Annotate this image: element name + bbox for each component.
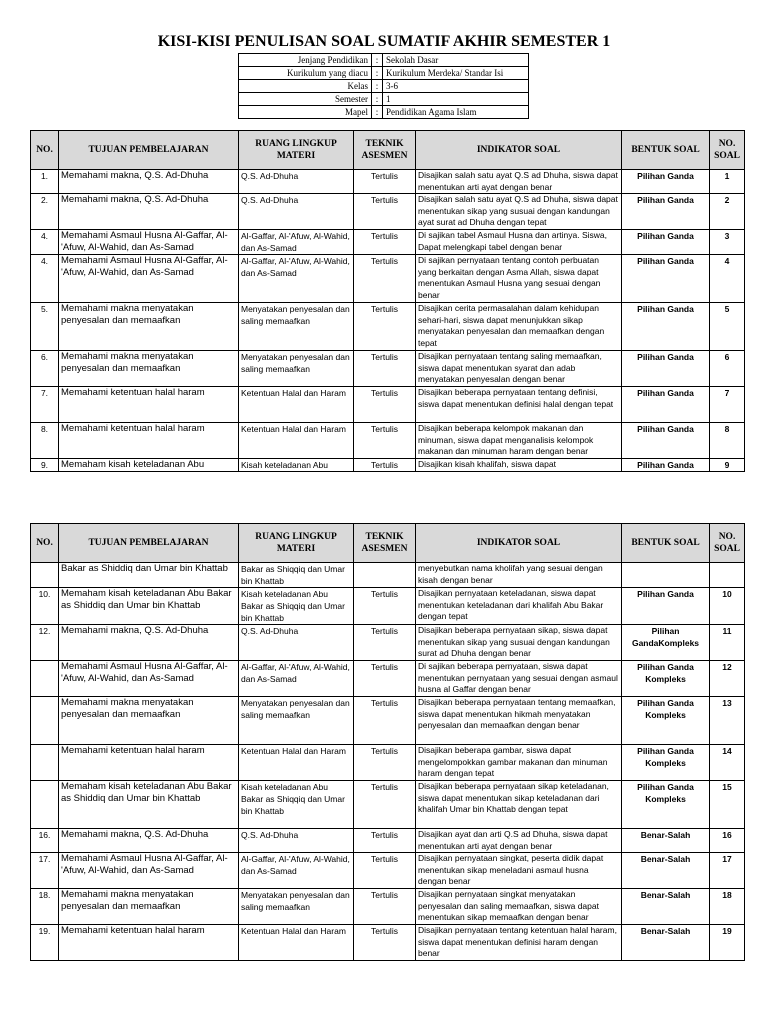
cell-ruang-lingkup: Kisah keteladanan Abu	[239, 459, 354, 472]
cell-bentuk-soal: Benar-Salah	[622, 829, 710, 853]
cell-bentuk-soal: Pilihan Ganda	[622, 423, 710, 459]
cell-no: 9.	[31, 459, 59, 472]
header-indikator: INDIKATOR SOAL	[416, 131, 622, 170]
table-row	[31, 853, 745, 889]
cell-no: 12.	[31, 625, 59, 661]
kisi-kisi-table-1	[30, 130, 745, 472]
cell-indikator: Disajikan beberapa kelompok makanan dan minuman, siswa dapat menganalisis kelompok makanan dan minuman haram dengan benar	[416, 423, 622, 459]
info-row	[239, 80, 529, 93]
cell-tujuan: Memaham kisah keteladanan Abu	[59, 459, 239, 472]
cell-no: 1.	[31, 170, 59, 194]
cell-tujuan: Bakar as Shiddiq dan Umar bin Khattab	[59, 563, 239, 588]
cell-teknik: Tertulis	[354, 423, 416, 459]
cell-no-soal: 4	[710, 255, 745, 303]
cell-no-soal: 2	[710, 194, 745, 230]
cell-teknik: Tertulis	[354, 387, 416, 423]
info-label: Kelas	[239, 80, 372, 93]
cell-no	[31, 563, 59, 588]
table-row	[31, 387, 745, 423]
cell-no: 16.	[31, 829, 59, 853]
cell-ruang-lingkup: Ketentuan Halal dan Haram	[239, 925, 354, 961]
cell-bentuk-soal: Benar-Salah	[622, 925, 710, 961]
cell-tujuan: Memahami Asmaul Husna Al-Gaffar, Al-'Afuw, Al-Wahid, dan As-Samad	[59, 230, 239, 255]
table-row	[31, 303, 745, 351]
info-value: Pendidikan Agama Islam	[383, 106, 529, 119]
cell-no-soal: 8	[710, 423, 745, 459]
cell-no	[31, 697, 59, 745]
cell-teknik: Tertulis	[354, 925, 416, 961]
cell-indikator: Disajikan pernyataan keteladanan, siswa dapat menentukan keteladanan dari khalifah Abu Bakar dengan tepat	[416, 588, 622, 625]
cell-no: 7.	[31, 387, 59, 423]
cell-ruang-lingkup: Menyatakan penyesalan dan saling memaafkan	[239, 889, 354, 925]
cell-indikator: Disajikan beberapa pernyataan sikap, siswa dapat menentukan sikap yang susuai dengan kandungan surat ad Dhuha dengan benar	[416, 625, 622, 661]
cell-indikator: Disajikan beberapa pernyataan tentang definisi, siswa dapat menentukan definisi halal dengan tepat	[416, 387, 622, 423]
info-value: 1	[383, 93, 529, 106]
cell-teknik: Tertulis	[354, 781, 416, 829]
cell-tujuan: Memahami makna menyatakan penyesalan dan memaafkan	[59, 351, 239, 387]
cell-bentuk-soal: Benar-Salah	[622, 889, 710, 925]
info-row	[239, 106, 529, 119]
cell-ruang-lingkup: Ketentuan Halal dan Haram	[239, 745, 354, 781]
cell-indikator: Di sajikan tabel Asmaul Husna dan artinya. Siswa, Dapat melengkapi tabel dengan benar	[416, 230, 622, 255]
cell-bentuk-soal: Pilihan Ganda	[622, 194, 710, 230]
cell-bentuk-soal: Benar-Salah	[622, 853, 710, 889]
cell-no: 19.	[31, 925, 59, 961]
cell-indikator: Disajikan salah satu ayat Q.S ad Dhuha, siswa dapat menentukan sikap yang susuai dengan kandungan ayat surat ad Dhuha dengan tepat	[416, 194, 622, 230]
cell-bentuk-soal: Pilihan Ganda	[622, 351, 710, 387]
cell-bentuk-soal	[622, 563, 710, 588]
cell-indikator: Disajikan kisah khalifah, siswa dapat	[416, 459, 622, 472]
table-row	[31, 255, 745, 303]
cell-tujuan: Memahami ketentuan halal haram	[59, 387, 239, 423]
cell-indikator: menyebutkan nama kholifah yang sesuai dengan kisah dengan benar	[416, 563, 622, 588]
cell-no-soal: 16	[710, 829, 745, 853]
info-separator: :	[372, 106, 383, 119]
cell-no: 5.	[31, 303, 59, 351]
cell-ruang-lingkup: Bakar as Shiqqiq dan Umar bin Khattab	[239, 563, 354, 588]
cell-tujuan: Memahami makna, Q.S. Ad-Dhuha	[59, 625, 239, 661]
cell-no	[31, 781, 59, 829]
cell-no-soal: 9	[710, 459, 745, 472]
cell-no-soal: 13	[710, 697, 745, 745]
cell-no: 2.	[31, 194, 59, 230]
cell-indikator: Disajikan pernyataan singkat menyatakan penyesalan dan saling memaafkan, siswa dapat menentukan sikap memaafkan dengan benar	[416, 889, 622, 925]
cell-ruang-lingkup: Q.S. Ad-Dhuha	[239, 194, 354, 230]
cell-ruang-lingkup: Q.S. Ad-Dhuha	[239, 170, 354, 194]
cell-no-soal	[710, 563, 745, 588]
cell-no	[31, 661, 59, 697]
cell-teknik: Tertulis	[354, 351, 416, 387]
table-row	[31, 661, 745, 697]
page-title: KISI-KISI PENULISAN SOAL SUMATIF AKHIR SEMESTER 1	[157, 33, 611, 50]
header-tujuan: TUJUAN PEMBELAJARAN	[59, 131, 239, 170]
table-row	[31, 781, 745, 829]
header-no: NO.	[31, 131, 59, 170]
cell-indikator: Disajikan pernyataan tentang saling memaafkan, siswa dapat menentukan syarat dan adab menyatakan penyesalan dengan benar	[416, 351, 622, 387]
cell-ruang-lingkup: Q.S. Ad-Dhuha	[239, 625, 354, 661]
cell-no: 8.	[31, 423, 59, 459]
cell-no: 10.	[31, 588, 59, 625]
cell-indikator: Disajikan pernyataan singkat, peserta didik dapat menentukan sikap meneladani asmaul husna dengan benar	[416, 853, 622, 889]
cell-no: 4.	[31, 255, 59, 303]
cell-bentuk-soal: Pilihan Ganda Kompleks	[622, 781, 710, 829]
info-table	[238, 53, 529, 119]
cell-tujuan: Memahami ketentuan halal haram	[59, 423, 239, 459]
table-row	[31, 588, 745, 625]
cell-bentuk-soal: Pilihan GandaKompleks	[622, 625, 710, 661]
cell-ruang-lingkup: Menyatakan penyesalan dan saling memaafkan	[239, 697, 354, 745]
cell-tujuan: Memahami Asmaul Husna Al-Gaffar, Al-'Afuw, Al-Wahid, dan As-Samad	[59, 853, 239, 889]
header-nosoal: NO. SOAL	[710, 131, 745, 170]
header-bentuk: BENTUK SOAL	[622, 524, 710, 563]
cell-tujuan: Memahami makna menyatakan penyesalan dan memaafkan	[59, 303, 239, 351]
cell-no: 17.	[31, 853, 59, 889]
cell-indikator: Disajikan beberapa gambar, siswa dapat mengelompokkan gambar makanan dan minuman haram dengan tepat	[416, 745, 622, 781]
cell-tujuan: Memahami ketentuan halal haram	[59, 925, 239, 961]
cell-ruang-lingkup: Menyatakan penyesalan dan saling memaafkan	[239, 351, 354, 387]
header-ruang: RUANG LINGKUP MATERI	[239, 524, 354, 563]
cell-bentuk-soal: Pilihan Ganda	[622, 387, 710, 423]
cell-tujuan: Memahami makna menyatakan penyesalan dan memaafkan	[59, 889, 239, 925]
cell-tujuan: Memahami makna, Q.S. Ad-Dhuha	[59, 829, 239, 853]
table-row	[31, 170, 745, 194]
cell-no-soal: 18	[710, 889, 745, 925]
info-value: Kurikulum Merdeka/ Standar Isi	[383, 67, 529, 80]
cell-teknik: Tertulis	[354, 697, 416, 745]
info-label: Mapel	[239, 106, 372, 119]
table-row	[31, 697, 745, 745]
cell-no-soal: 1	[710, 170, 745, 194]
cell-indikator: Di sajikan beberapa pernyataan, siswa dapat menentukan pernyataan yang sesuai dengan asmaul husna al Gaffar dengan benar	[416, 661, 622, 697]
header-nosoal: NO. SOAL	[710, 524, 745, 563]
header-row	[31, 131, 745, 170]
cell-ruang-lingkup: Al-Gaffar, Al-'Afuw, Al-Wahid, dan As-Samad	[239, 661, 354, 697]
header-row	[31, 524, 745, 563]
cell-tujuan: Memaham kisah keteladanan Abu Bakar as Shiddiq dan Umar bin Khattab	[59, 781, 239, 829]
cell-no-soal: 14	[710, 745, 745, 781]
cell-teknik: Tertulis	[354, 745, 416, 781]
cell-teknik: Tertulis	[354, 194, 416, 230]
cell-ruang-lingkup: Al-Gaffar, Al-'Afuw, Al-Wahid, dan As-Samad	[239, 230, 354, 255]
cell-no-soal: 10	[710, 588, 745, 625]
kisi-kisi-table-2	[30, 523, 745, 961]
cell-bentuk-soal: Pilihan Ganda Kompleks	[622, 697, 710, 745]
info-separator: :	[372, 54, 383, 67]
table-row	[31, 829, 745, 853]
table-row	[31, 351, 745, 387]
table-row	[31, 459, 745, 472]
cell-bentuk-soal: Pilihan Ganda	[622, 303, 710, 351]
cell-teknik: Tertulis	[354, 230, 416, 255]
cell-teknik: Tertulis	[354, 889, 416, 925]
cell-tujuan: Memahami Asmaul Husna Al-Gaffar, Al-'Afuw, Al-Wahid, dan As-Samad	[59, 255, 239, 303]
info-label: Kurikulum yang diacu	[239, 67, 372, 80]
cell-tujuan: Memahami makna, Q.S. Ad-Dhuha	[59, 194, 239, 230]
info-row	[239, 67, 529, 80]
cell-no: 18.	[31, 889, 59, 925]
cell-indikator: Disajikan beberapa pernyataan tentang memaafkan, siswa dapat menentukan hikmah menyatakan penyesalan dan memaafkan dengan benar	[416, 697, 622, 745]
table-row	[31, 423, 745, 459]
cell-no-soal: 17	[710, 853, 745, 889]
table-row	[31, 625, 745, 661]
cell-teknik: Tertulis	[354, 459, 416, 472]
table-row	[31, 563, 745, 588]
cell-teknik: Tertulis	[354, 625, 416, 661]
cell-teknik: Tertulis	[354, 255, 416, 303]
cell-bentuk-soal: Pilihan Ganda	[622, 255, 710, 303]
info-separator: :	[372, 80, 383, 93]
cell-tujuan: Memahami Asmaul Husna Al-Gaffar, Al-'Afuw, Al-Wahid, dan As-Samad	[59, 661, 239, 697]
cell-teknik: Tertulis	[354, 303, 416, 351]
cell-tujuan: Memahami makna menyatakan penyesalan dan memaafkan	[59, 697, 239, 745]
cell-no-soal: 3	[710, 230, 745, 255]
cell-indikator: Disajikan cerita permasalahan dalam kehidupan sehari-hari, siswa dapat menunjukkan sikap menyatakan penyesalan dan memaafkan dengan tepat	[416, 303, 622, 351]
cell-teknik: Tertulis	[354, 829, 416, 853]
cell-bentuk-soal: Pilihan Ganda	[622, 170, 710, 194]
table-row	[31, 194, 745, 230]
cell-no-soal: 11	[710, 625, 745, 661]
cell-ruang-lingkup: Ketentuan Halal dan Haram	[239, 423, 354, 459]
cell-teknik: Tertulis	[354, 853, 416, 889]
table-row	[31, 230, 745, 255]
cell-ruang-lingkup: Al-Gaffar, Al-'Afuw, Al-Wahid, dan As-Samad	[239, 255, 354, 303]
cell-bentuk-soal: Pilihan Ganda	[622, 230, 710, 255]
cell-no-soal: 19	[710, 925, 745, 961]
header-tujuan: TUJUAN PEMBELAJARAN	[59, 524, 239, 563]
header-teknik: TEKNIK ASESMEN	[354, 524, 416, 563]
header-indikator: INDIKATOR SOAL	[416, 524, 622, 563]
info-separator: :	[372, 67, 383, 80]
header-ruang: RUANG LINGKUP MATERI	[239, 131, 354, 170]
cell-bentuk-soal: Pilihan Ganda	[622, 588, 710, 625]
cell-ruang-lingkup: Q.S. Ad-Dhuha	[239, 829, 354, 853]
table-row	[31, 745, 745, 781]
cell-bentuk-soal: Pilihan Ganda Kompleks	[622, 745, 710, 781]
cell-teknik: Tertulis	[354, 170, 416, 194]
cell-no-soal: 12	[710, 661, 745, 697]
cell-indikator: Disajikan salah satu ayat Q.S ad Dhuha, siswa dapat menentukan arti ayat dengan benar	[416, 170, 622, 194]
table-row	[31, 889, 745, 925]
cell-indikator: Di sajikan pernyataan tentang contoh perbuatan yang berkaitan dengan Asma Allah, siswa dapat menentukan Asmaul Husna yang sesuai dengan benar	[416, 255, 622, 303]
info-row	[239, 93, 529, 106]
cell-ruang-lingkup: Ketentuan Halal dan Haram	[239, 387, 354, 423]
cell-teknik	[354, 563, 416, 588]
cell-indikator: Disajikan beberapa pernyataan sikap keteladanan, siswa dapat menentukan sikap keteladanan dari khalifah Umar bin Khattab dengan tepat	[416, 781, 622, 829]
cell-ruang-lingkup: Al-Gaffar, Al-'Afuw, Al-Wahid, dan As-Samad	[239, 853, 354, 889]
info-label: Jenjang Pendidikan	[239, 54, 372, 67]
cell-no-soal: 6	[710, 351, 745, 387]
cell-indikator: Disajikan ayat dan arti Q.S ad Dhuha, siswa dapat menentukan arti ayat dengan benar	[416, 829, 622, 853]
header-no: NO.	[31, 524, 59, 563]
info-value: Sekolah Dasar	[383, 54, 529, 67]
table-row	[31, 925, 745, 961]
cell-indikator: Disajikan pernyataan tentang ketentuan halal haram, siswa dapat menentukan definisi haram dengan benar	[416, 925, 622, 961]
header-bentuk: BENTUK SOAL	[622, 131, 710, 170]
cell-ruang-lingkup: Kisah keteladanan Abu Bakar as Shiqqiq dan Umar bin Khattab	[239, 588, 354, 625]
cell-tujuan: Memahami ketentuan halal haram	[59, 745, 239, 781]
header-teknik: TEKNIK ASESMEN	[354, 131, 416, 170]
cell-no	[31, 745, 59, 781]
info-value: 3-6	[383, 80, 529, 93]
info-row	[239, 54, 529, 67]
cell-no: 6.	[31, 351, 59, 387]
cell-teknik: Tertulis	[354, 588, 416, 625]
cell-no-soal: 5	[710, 303, 745, 351]
cell-teknik: Tertulis	[354, 661, 416, 697]
cell-ruang-lingkup: Kisah keteladanan Abu Bakar as Shiqqiq dan Umar bin Khattab	[239, 781, 354, 829]
cell-ruang-lingkup: Menyatakan penyesalan dan saling memaafkan	[239, 303, 354, 351]
cell-no-soal: 7	[710, 387, 745, 423]
cell-no-soal: 15	[710, 781, 745, 829]
cell-tujuan: Memahami makna, Q.S. Ad-Dhuha	[59, 170, 239, 194]
info-label: Semester	[239, 93, 372, 106]
cell-bentuk-soal: Pilihan Ganda Kompleks	[622, 661, 710, 697]
cell-bentuk-soal: Pilihan Ganda	[622, 459, 710, 472]
info-separator: :	[372, 93, 383, 106]
cell-tujuan: Memaham kisah keteladanan Abu Bakar as Shiddiq dan Umar bin Khattab	[59, 588, 239, 625]
cell-no: 4.	[31, 230, 59, 255]
